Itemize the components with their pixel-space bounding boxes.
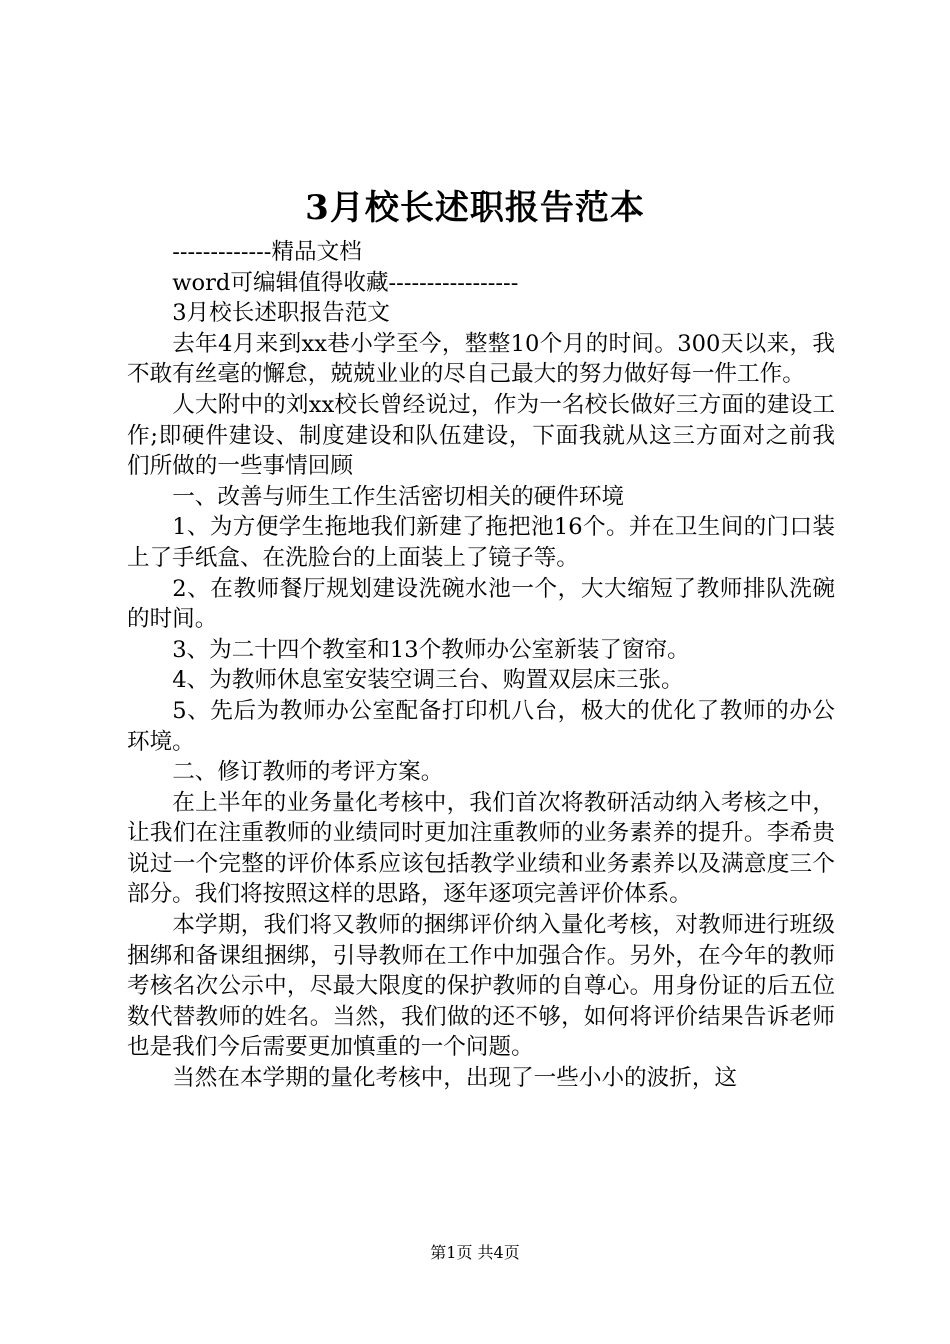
paragraph-evaluation: 在上半年的业务量化考核中，我们首次将教研活动纳入考核之中，让我们在注重教师的业绩同时更加注重教师的业务素养的提升。李希贵说过一个完整的评价体系应该包括教学业绩和业务素养以及满意度三个部分。我们将按照这样的思路，逐年逐项完善评价体系。 xyxy=(127,789,835,908)
header-line-2: word可编辑值得收藏----------------- xyxy=(172,269,519,296)
list-item-4: 4、为教师休息室安装空调三台、购置双层床三张。 xyxy=(172,667,684,694)
paragraph-continued: 当然在本学期的量化考核中，出现了一些小小的波折，这 xyxy=(172,1065,738,1092)
section-heading-2: 二、修订教师的考评方案。 xyxy=(172,759,444,786)
paragraph-semester: 本学期，我们将又教师的捆绑评价纳入量化考核，对教师进行班级捆绑和备课组捆绑，引导教师在工作中加强合作。另外，在今年的教师考核名次公示中，尽最大限度的保护教师的自尊心。用身份证的后五位数代替教师的姓名。当然，我们做的还不够，如何将评价结果告诉老师也是我们今后需要更加慎重的一个问题。 xyxy=(127,912,835,1061)
paragraph-overview: 人大附中的刘xx校长曾经说过，作为一名校长做好三方面的建设工作;即硬件建设、制度建设和队伍建设，下面我就从这三方面对之前我们所做的一些事情回顾 xyxy=(127,391,835,480)
paragraph-intro: 去年4月来到xx巷小学至今，整整10个月的时间。300天以来，我不敢有丝毫的懈怠，兢兢业业的尽自己最大的努力做好每一件工作。 xyxy=(127,330,835,388)
list-item-2: 2、在教师餐厅规划建设洗碗水池一个，大大缩短了教师排队洗碗的时间。 xyxy=(127,575,835,633)
header-line-1: -------------精品文档 xyxy=(172,239,362,265)
subtitle: 3月校长述职报告范文 xyxy=(172,300,390,327)
list-item-5: 5、先后为教师办公室配备打印机八台，极大的优化了教师的办公环境。 xyxy=(127,697,835,755)
document-title: 3月校长述职报告范本 xyxy=(305,188,645,228)
section-heading-1: 一、改善与师生工作生活密切相关的硬件环境 xyxy=(172,483,625,510)
list-item-3: 3、为二十四个教室和13个教师办公室新装了窗帘。 xyxy=(172,636,690,663)
page-footer: 第1页 共4页 xyxy=(430,1243,520,1262)
list-item-1: 1、为方便学生拖地我们新建了拖把池16个。并在卫生间的门口装上了手纸盒、在洗脸台的上面装上了镜子等。 xyxy=(127,514,835,571)
document-body xyxy=(127,237,835,1094)
